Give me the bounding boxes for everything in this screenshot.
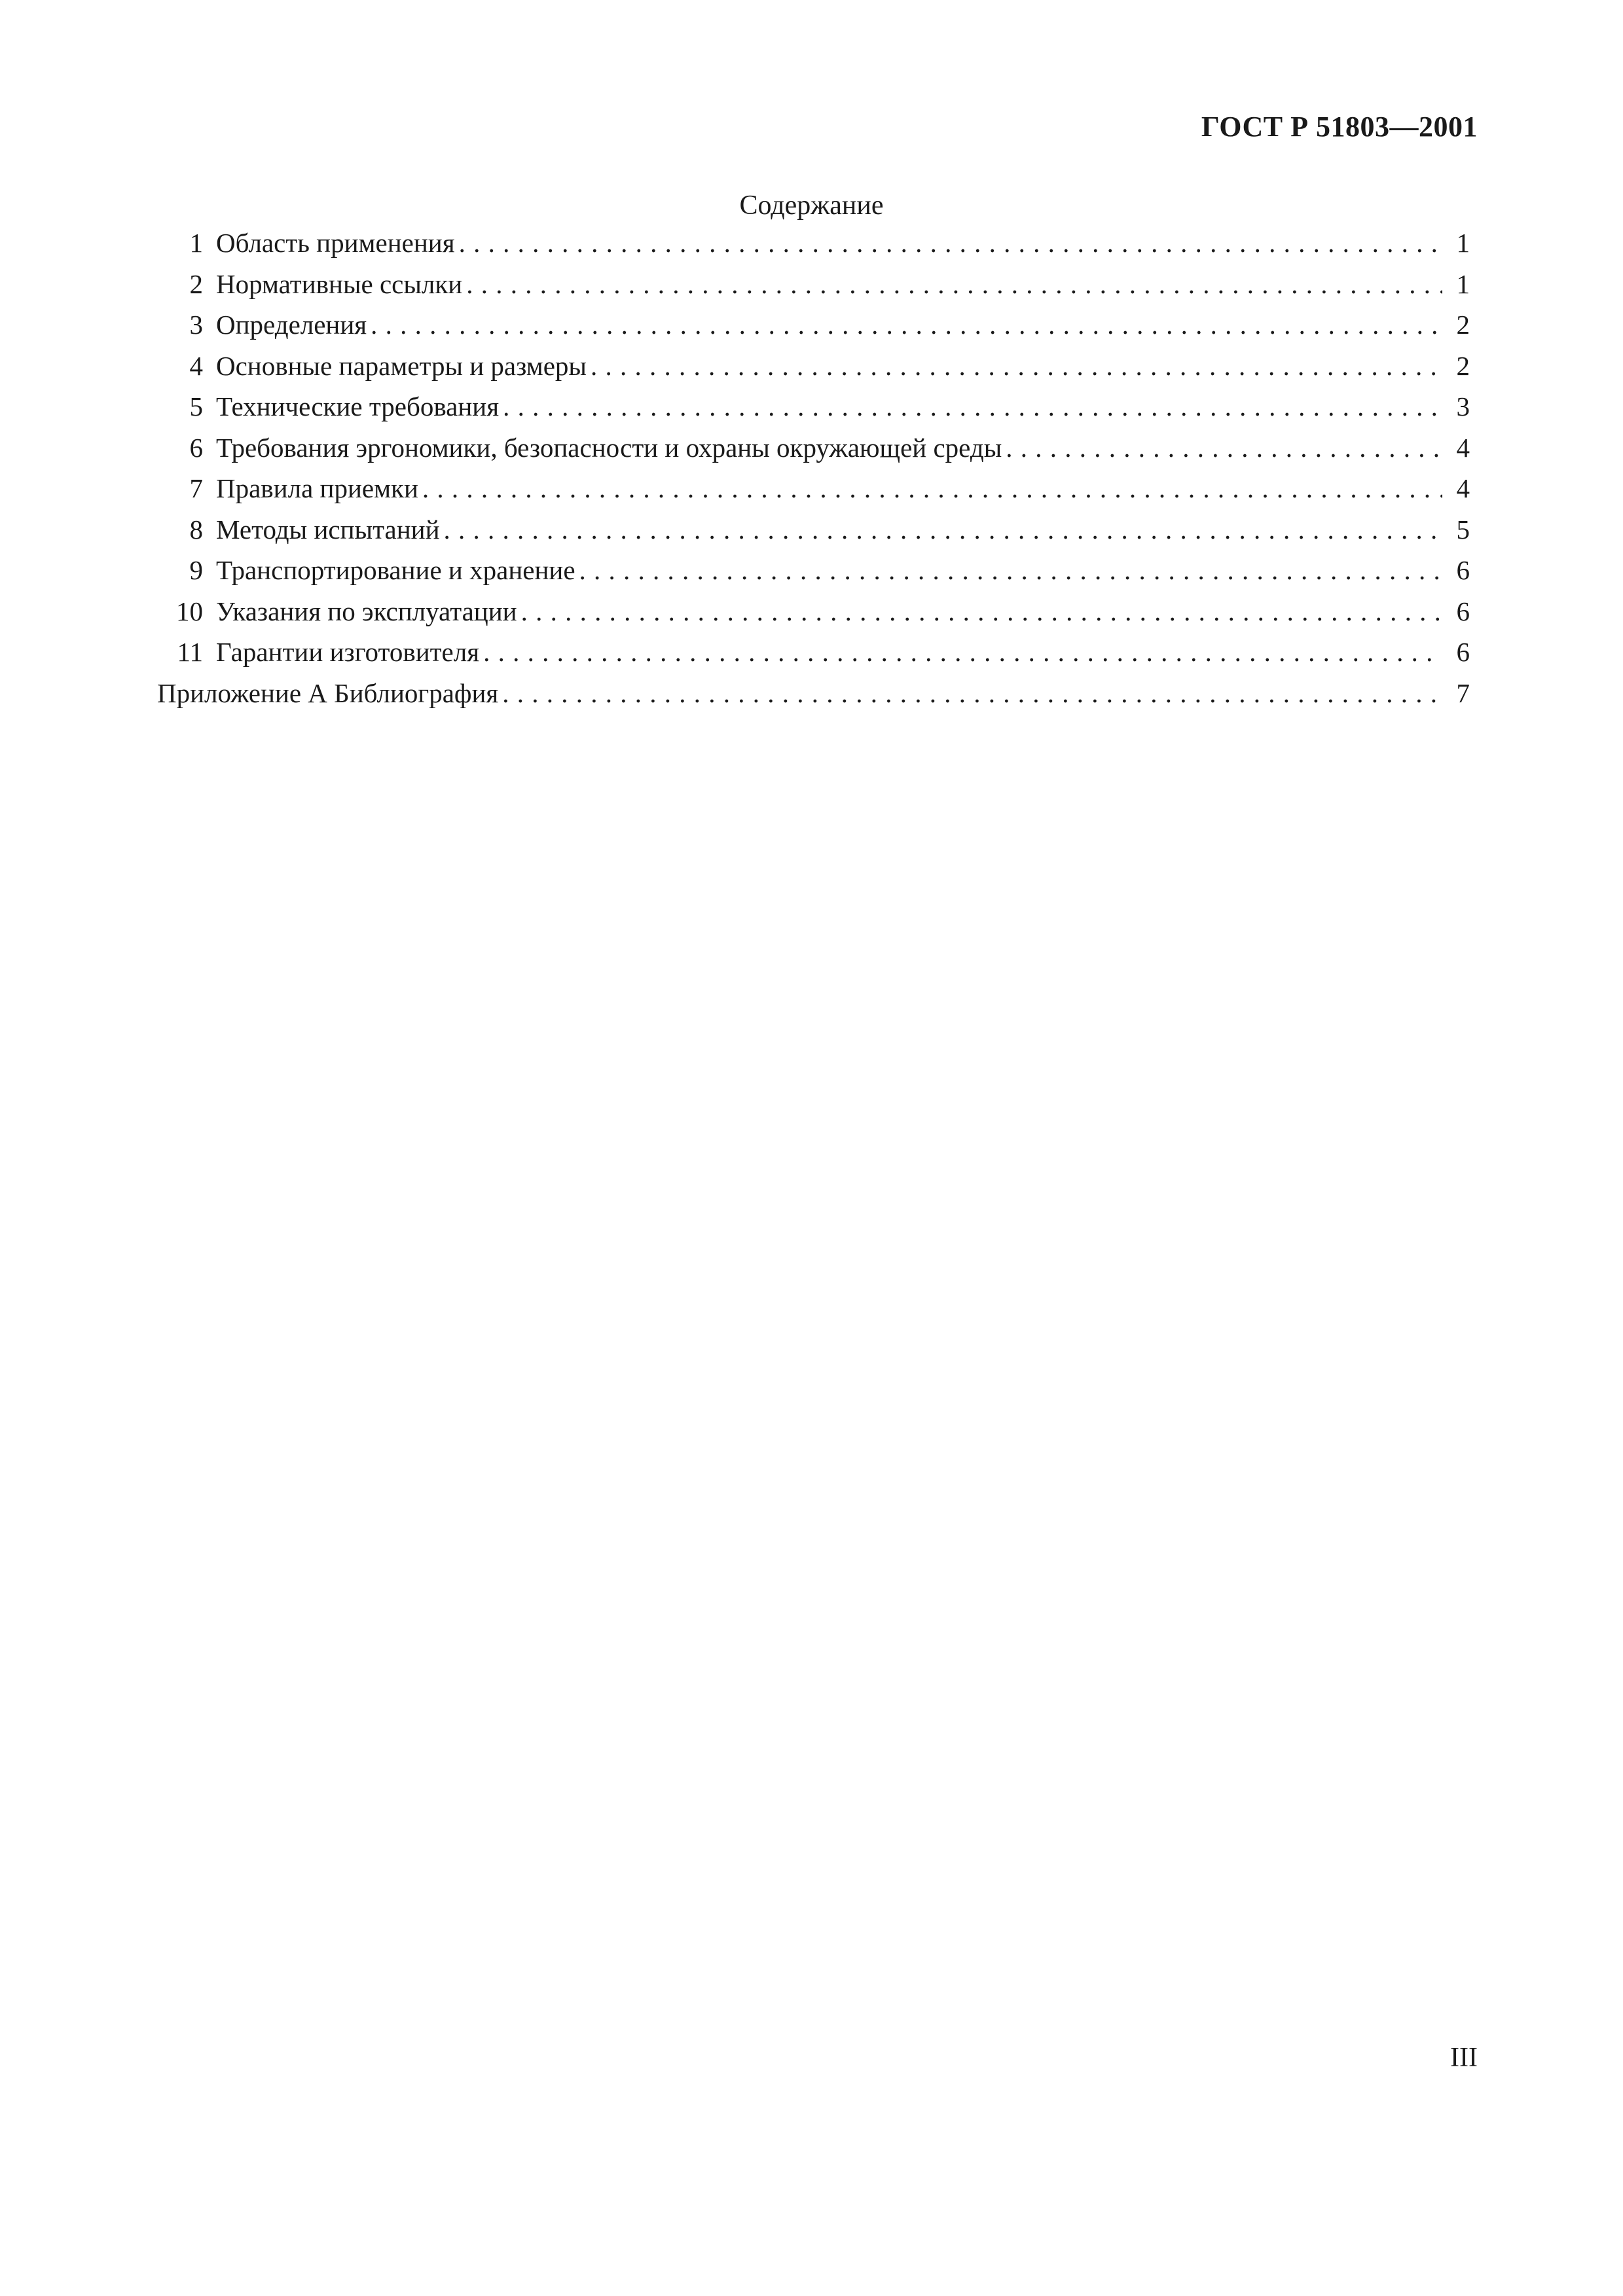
toc-entry-number: 1 xyxy=(189,228,203,258)
toc-entry[interactable] xyxy=(157,468,1470,509)
toc-entry[interactable] xyxy=(157,346,1470,387)
toc-entry-page: 1 xyxy=(1456,268,1470,299)
toc-entry-page: 2 xyxy=(1456,350,1470,381)
toc-leader-dots xyxy=(422,468,1442,509)
toc-entry-page: 4 xyxy=(1456,432,1470,463)
toc-leader-dots xyxy=(579,550,1442,591)
toc-entry-number: 2 xyxy=(189,268,203,299)
toc-entry[interactable] xyxy=(157,223,1470,264)
toc-entry-number: 10 xyxy=(176,596,203,626)
toc-leader-dots xyxy=(521,591,1442,632)
toc-leader-dots xyxy=(371,304,1442,346)
toc-entry-number: 8 xyxy=(189,514,203,545)
toc-entry-page: 6 xyxy=(1456,637,1470,667)
toc-entry-label: Транспортирование и хранение xyxy=(216,555,575,585)
toc-entry-page: 4 xyxy=(1456,473,1470,503)
toc-entry[interactable] xyxy=(157,591,1470,632)
toc-entry-label: Гарантии изготовителя xyxy=(216,637,480,667)
toc-title: Содержание xyxy=(739,190,884,221)
toc-entry-page: 2 xyxy=(1456,310,1470,340)
toc-entry-number: 4 xyxy=(189,350,203,381)
toc-entry[interactable] xyxy=(157,427,1470,469)
toc-entry-label: Технические требования xyxy=(216,391,500,422)
toc-entry-label: Указания по эксплуатации xyxy=(216,596,517,626)
toc-entry[interactable] xyxy=(157,550,1470,591)
toc-entry-appendix[interactable] xyxy=(157,673,1470,714)
toc-leader-dots xyxy=(1006,427,1442,469)
toc-entry-number: 6 xyxy=(189,432,203,463)
toc-leader-dots xyxy=(503,386,1442,427)
toc-leader-dots xyxy=(483,632,1442,673)
toc-leader-dots xyxy=(502,673,1442,714)
toc-entry-page: 6 xyxy=(1456,596,1470,626)
page-number: III xyxy=(1450,2043,1478,2073)
toc-leader-dots xyxy=(466,264,1442,305)
toc-entry-page: 6 xyxy=(1456,555,1470,585)
toc-entry-label: Определения xyxy=(216,310,367,340)
toc-entry-label: Приложение А Библиография xyxy=(157,677,499,708)
toc-entry-page: 5 xyxy=(1456,514,1470,545)
toc-entry-label: Требования эргономики, безопасности и охраны окружающей среды xyxy=(216,432,1002,463)
toc-entry-page: 3 xyxy=(1456,391,1470,422)
toc-entry[interactable] xyxy=(157,632,1470,673)
toc-entry[interactable] xyxy=(157,509,1470,550)
toc-entry[interactable] xyxy=(157,304,1470,346)
toc-entry-number: 9 xyxy=(189,555,203,585)
toc-leader-dots xyxy=(459,223,1442,264)
toc-entry-label: Основные параметры и размеры xyxy=(216,350,587,381)
toc-entry-number: 11 xyxy=(177,637,203,667)
toc-entry-page: 1 xyxy=(1456,228,1470,258)
toc-entry[interactable] xyxy=(157,386,1470,427)
toc-entry-number: 7 xyxy=(189,473,203,503)
toc-entry[interactable] xyxy=(157,264,1470,305)
toc-leader-dots xyxy=(444,509,1442,550)
toc-entry-number: 5 xyxy=(189,391,203,422)
toc-entry-page: 7 xyxy=(1456,677,1470,708)
toc-entry-label: Правила приемки xyxy=(216,473,418,503)
toc-entry-label: Область применения xyxy=(216,228,455,258)
toc-entry-number: 3 xyxy=(189,310,203,340)
table-of-contents xyxy=(157,223,1470,713)
document-code: ГОСТ Р 51803—2001 xyxy=(1201,111,1478,143)
toc-entry-label: Нормативные ссылки xyxy=(216,268,463,299)
toc-leader-dots xyxy=(591,346,1442,387)
toc-entry-label: Методы испытаний xyxy=(216,514,440,545)
